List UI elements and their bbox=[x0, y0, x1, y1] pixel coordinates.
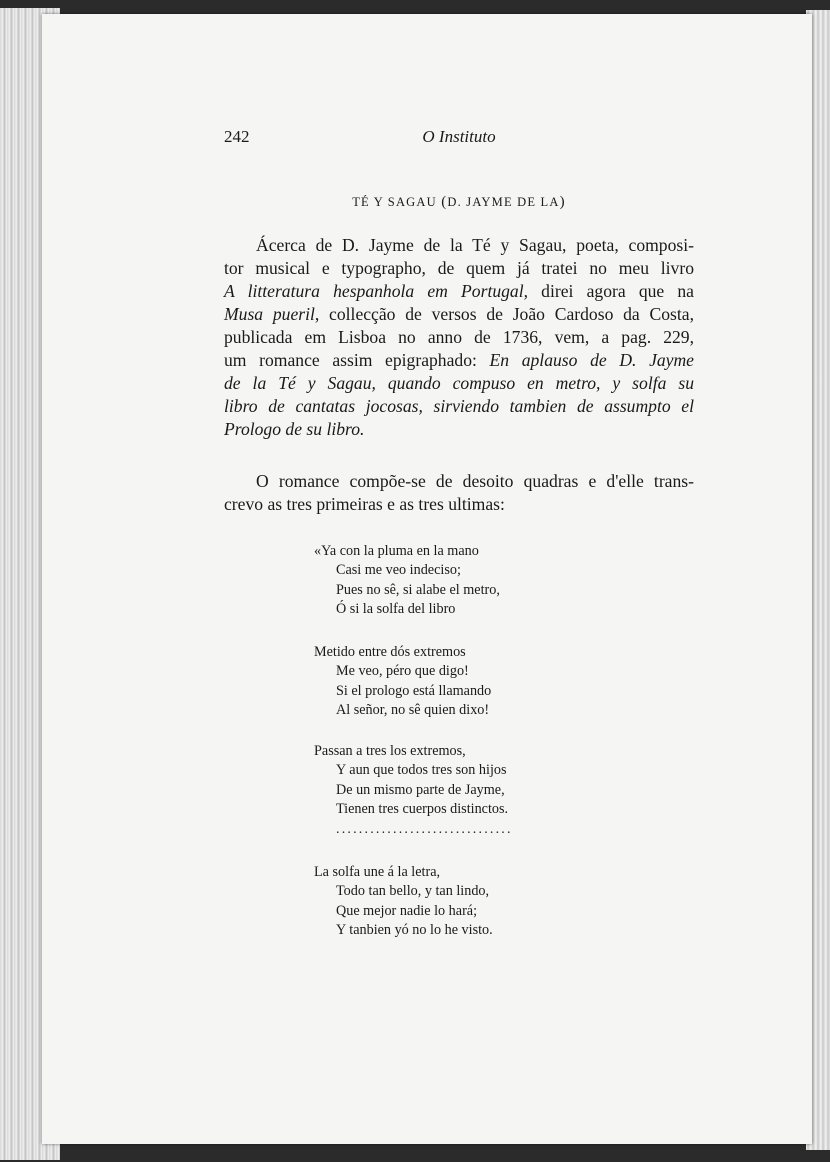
paragraph-line: crevo as tres primeiras e as tres ultimas: bbox=[224, 494, 505, 514]
paragraph-line bbox=[224, 418, 694, 441]
poem-verse: Pues no sê, si alabe el metro, bbox=[336, 581, 500, 598]
poem-verse: «Ya con la pluma en la mano bbox=[314, 543, 479, 559]
poem-verse: Ó si la solfa del libro bbox=[336, 600, 456, 617]
paragraph-line bbox=[224, 303, 694, 326]
italic-run: de la Té y Sagau, quando compuso en metro, y solfa su bbox=[224, 373, 694, 393]
poem-verse: Si el prologo está llamando bbox=[336, 682, 492, 699]
running-header bbox=[224, 127, 694, 151]
italic-run: En aplauso de D. Jayme bbox=[489, 350, 694, 370]
text-run: tor musical e typographo, de quem já tratei no meu livro bbox=[224, 258, 694, 278]
poem-verse: Casi me veo indeciso; bbox=[336, 562, 461, 579]
heading-paren-close: ) bbox=[559, 194, 566, 210]
section-heading bbox=[224, 194, 694, 211]
poem-stanza-1 bbox=[314, 542, 574, 619]
poem-stanza-4 bbox=[314, 863, 574, 940]
poem-verse: Me veo, péro que digo! bbox=[336, 663, 469, 680]
paragraph-intro bbox=[224, 234, 694, 441]
paragraph-line bbox=[224, 326, 694, 349]
text-run: direi agora que na bbox=[528, 281, 694, 301]
heading-paren-open: ( bbox=[441, 194, 448, 210]
poem-verse: La solfa une á la letra, bbox=[314, 864, 441, 880]
omission-dots: ............................... bbox=[336, 822, 513, 837]
text-run: , collecção de versos de João Cardoso da Costa, bbox=[314, 304, 694, 324]
paragraph-line bbox=[224, 234, 694, 257]
italic-run: libro de cantatas jocosas, sirviendo tambien de assumpto el bbox=[224, 396, 694, 416]
paragraph-transcription bbox=[224, 470, 694, 516]
text-run: Ácerca de D. Jayme de la Té y Sagau, poeta, composi- bbox=[256, 235, 694, 255]
paragraph-line bbox=[224, 395, 694, 418]
poem-verse: Que mejor nadie lo hará; bbox=[336, 902, 478, 919]
poem-verse: De un mismo parte de Jayme, bbox=[336, 781, 505, 798]
heading-main: TÉ Y SAGAU bbox=[352, 195, 442, 209]
paragraph-line bbox=[224, 372, 694, 395]
paragraph-line bbox=[224, 257, 694, 280]
poem-verse: Tienen tres cuerpos distinctos. bbox=[336, 800, 509, 817]
running-title: O Instituto bbox=[422, 127, 496, 146]
text-run: um romance assim epigraphado: bbox=[224, 350, 490, 370]
text-run: publicada em Lisboa no anno de 1736, vem, a pag. 229, bbox=[224, 327, 694, 347]
poem-stanza-2 bbox=[314, 643, 574, 720]
poem-verse: Todo tan bello, y tan lindo, bbox=[336, 883, 490, 900]
poem-verse: Al señor, no sê quien dixo! bbox=[336, 701, 490, 718]
page-number: 242 bbox=[224, 127, 250, 146]
italic-run: A litteratura hespanhola em Portugal, bbox=[224, 281, 529, 301]
poem-stanza-3 bbox=[314, 742, 574, 819]
paragraph-line bbox=[224, 280, 694, 303]
poem-verse: Passan a tres los extremos, bbox=[314, 743, 466, 759]
poem-verse: Y tanbien yó no lo he visto. bbox=[336, 921, 493, 938]
heading-inner: D. JAYME DE LA bbox=[447, 195, 560, 209]
poem-verse: Metido entre dós extremos bbox=[314, 644, 466, 660]
italic-run: Musa pueril bbox=[224, 304, 315, 324]
paragraph-line bbox=[224, 349, 694, 372]
poem-verse: Y aun que todos tres son hijos bbox=[336, 762, 507, 779]
italic-run: Prologo de su libro. bbox=[224, 419, 365, 439]
paragraph-line: O romance compõe-se de desoito quadras e d'elle trans- bbox=[256, 471, 694, 491]
